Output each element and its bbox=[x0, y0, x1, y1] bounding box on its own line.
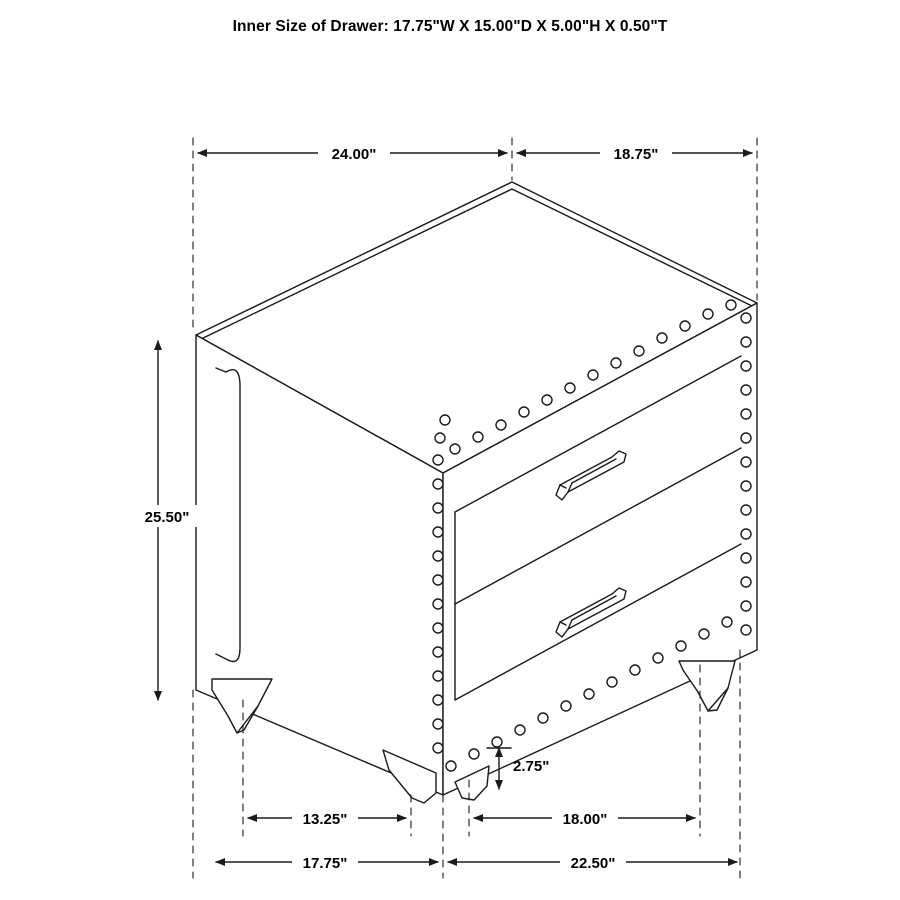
cabinet-body bbox=[196, 182, 757, 795]
dim-label-side-outer: 22.50" bbox=[570, 855, 616, 872]
dim-label-leg-height: 2.75" bbox=[513, 758, 550, 775]
dim-label-front-outer: 17.75" bbox=[302, 855, 348, 872]
dim-label-top-depth: 18.75" bbox=[613, 146, 659, 163]
dim-label-height: 25.50" bbox=[144, 509, 190, 526]
dim-label-top-width: 24.00" bbox=[331, 146, 377, 163]
dim-label-front-inner: 13.25" bbox=[302, 811, 348, 828]
dim-label-side-inner: 18.00" bbox=[562, 811, 608, 828]
page-title: Inner Size of Drawer: 17.75"W X 15.00"D X 5.00"H X 0.50"T bbox=[232, 18, 668, 35]
